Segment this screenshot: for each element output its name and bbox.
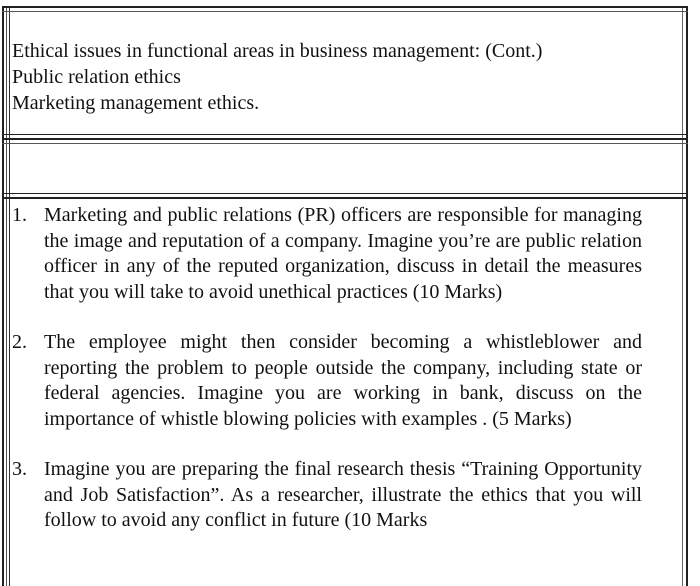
table-right-border xyxy=(686,6,688,586)
topic-title: Ethical issues in functional areas in business management: (Cont.) xyxy=(12,40,543,62)
row-divider xyxy=(2,138,688,140)
table-right-border-inner xyxy=(682,6,683,586)
table-top-border-inner xyxy=(2,11,688,12)
row-divider xyxy=(2,134,688,135)
row-divider xyxy=(2,197,688,199)
question-item xyxy=(12,457,642,534)
row-divider xyxy=(2,143,688,144)
questions-cell xyxy=(12,203,642,534)
table-left-border-inner xyxy=(9,6,10,586)
question-number: 3. xyxy=(12,458,27,480)
question-item xyxy=(12,330,642,432)
table-left-border-inner xyxy=(6,6,7,586)
table-left-border xyxy=(2,6,4,586)
cropped-margin-mark xyxy=(0,256,3,266)
question-text: The employee might then consider becoming a whistleblower and reporting the problem to people outside the company, including state or federal agencies. Imagine you are working in bank, discuss on the importance of whistle blowing policies with examples . (5 Marks) xyxy=(44,331,642,430)
question-number: 1. xyxy=(12,204,27,226)
topic-subtitle-public-relation: Public relation ethics xyxy=(12,66,181,88)
question-text: Imagine you are preparing the final research thesis “Training Opportunity and Job Satisfaction”. As a researcher, illustrate the ethics that you will follow to avoid any conflict in future (10 Marks xyxy=(44,458,642,531)
row-divider xyxy=(2,193,688,194)
question-text: Marketing and public relations (PR) officers are responsible for managing the image and reputation of a company. Imagine you’re are public relation officer in any of the reputed organization, discuss in detail the measures that you will take to avoid unethical practices (10 Marks) xyxy=(44,204,642,303)
question-item xyxy=(12,203,642,305)
topic-header-cell xyxy=(12,38,672,116)
question-number: 2. xyxy=(12,331,27,353)
table-top-border xyxy=(2,6,688,8)
topic-subtitle-marketing: Marketing management ethics. xyxy=(12,92,260,114)
